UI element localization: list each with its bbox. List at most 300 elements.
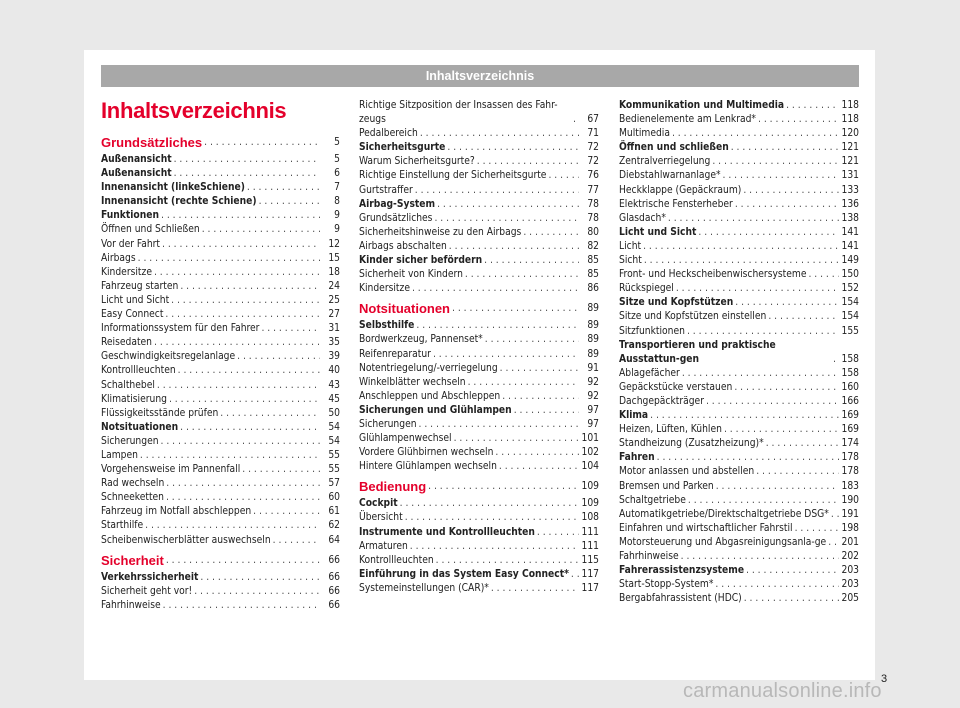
toc-leader-dots [491,582,579,596]
toc-entry-page: 54 [328,435,340,447]
toc-leader-dots [174,153,320,167]
toc-leader-dots [161,435,320,449]
toc-entry-label: Bergabfahrassistent (HDC) [619,593,742,605]
toc-entry-label: Gurtstraffer [359,184,413,196]
toc-entry-label: Front- und Heckscheibenwischersysteme [619,269,807,281]
toc-leader-dots [166,477,320,491]
toc-entry-label: Klima [619,410,649,422]
toc-entry-page: 12 [328,238,340,250]
toc-leader-dots [499,460,579,474]
toc-leader-dots [650,409,839,423]
toc-entry[interactable] [619,113,859,127]
toc-entry-page: 54 [328,421,340,433]
toc-leader-dots [166,491,320,505]
toc-entry-page: 89 [587,303,599,315]
toc-entry[interactable] [101,571,340,585]
toc-entry-label: Glasdach* [619,212,666,224]
toc-entry[interactable] [359,99,599,127]
toc-leader-dots [831,508,839,522]
toc-entry-page: 25 [328,294,340,306]
toc-leader-dots [416,319,579,333]
toc-entry[interactable] [101,223,340,237]
toc-entry[interactable] [619,578,859,592]
toc-entry-page: 66 [328,571,340,583]
toc-entry[interactable] [619,240,859,254]
toc-entry[interactable] [619,155,859,169]
toc-entry-label: Systemeinstellungen (CAR)* [359,582,489,594]
toc-entry-label: Informationssystem für den Fahrer [101,323,260,335]
toc-entry-page: 24 [328,280,340,292]
toc-entry-page: 67 [587,114,599,126]
toc-column-2 [359,99,599,596]
toc-entry[interactable] [619,465,859,479]
toc-entry-page: 205 [841,593,859,605]
toc-leader-dots [668,212,839,226]
toc-leader-dots [261,322,320,336]
toc-entry[interactable] [619,127,859,141]
toc-entry[interactable] [359,432,599,446]
toc-entry[interactable] [101,534,340,548]
toc-leader-dots [735,296,839,310]
toc-leader-dots [698,226,839,240]
toc-leader-dots [165,308,320,322]
toc-entry-page: 136 [841,198,859,210]
toc-leader-dots [514,404,579,418]
toc-entry[interactable] [359,376,599,390]
toc-entry-page: 92 [587,376,599,388]
toc-entry-label: Sicherheitsgurte [359,142,446,154]
toc-entry[interactable] [619,437,859,451]
toc-entry-page: 201 [841,536,859,548]
toc-leader-dots [571,568,579,582]
toc-entry[interactable] [619,296,859,310]
toc-entry[interactable] [359,497,599,511]
toc-entry[interactable] [101,393,340,407]
toc-leader-dots [573,113,579,127]
toc-entry[interactable] [101,238,340,252]
toc-entry-page: 66 [328,585,340,597]
toc-leader-dots [161,209,320,223]
toc-leader-dots [162,238,320,252]
toc-entry-page: 62 [328,520,340,532]
toc-entry-label: Schneeketten [101,492,164,504]
toc-entry-page: 80 [587,226,599,238]
toc-entry-label: Sicherungen [359,418,417,430]
toc-entry-page: 152 [841,283,859,295]
toc-entry[interactable] [619,536,859,550]
toc-entry[interactable] [359,268,599,282]
toc-leader-dots [247,181,320,195]
toc-entry[interactable] [359,460,599,474]
toc-entry-page: 71 [587,128,599,140]
toc-entry-label: Automatikgetriebe/Direktschaltgetriebe DSG* [619,508,829,520]
toc-entry-label: Standheizung (Zusatzheizung)* [619,438,764,450]
toc-leader-dots [138,252,320,266]
toc-leader-dots [724,423,839,437]
toc-entry[interactable] [359,226,599,240]
toc-entry-page: 104 [581,461,599,473]
toc-entry[interactable] [101,435,340,449]
toc-entry[interactable] [619,423,859,437]
toc-entry[interactable] [101,280,340,294]
toc-entry-page: 154 [841,311,859,323]
toc-entry[interactable] [101,308,340,322]
toc-entry[interactable] [101,491,340,505]
toc-leader-dots [688,494,839,508]
toc-entry-page: 121 [841,156,859,168]
toc-leader-dots [180,280,320,294]
toc-entry-label: Fahrhinweise [619,551,679,562]
toc-entry[interactable] [619,184,859,198]
toc-entry-label: Glühlampenwechsel [359,433,452,445]
toc-entry-page: 203 [841,579,859,591]
toc-entry-page: 115 [581,554,599,566]
toc-entry[interactable] [359,240,599,254]
toc-entry[interactable] [619,409,859,423]
toc-entry[interactable] [101,379,340,393]
toc-entry-page: 183 [841,480,859,492]
toc-entry-page: 166 [841,395,859,407]
toc-entry[interactable] [619,325,859,339]
toc-entry-label: Heckklappe (Gepäckraum) [619,184,742,196]
toc-leader-dots [716,480,839,494]
toc-entry[interactable] [359,333,599,347]
toc-entry-page: 89 [587,320,599,332]
toc-entry-label: Easy Connect [101,309,164,321]
toc-entry-label: Fahrzeug starten [101,280,179,292]
toc-entry[interactable] [101,167,340,181]
toc-leader-dots [405,511,579,525]
toc-entry-page: 138 [841,212,859,224]
toc-entry-label: Kindersitze [359,283,410,295]
toc-entry-page: 7 [334,182,340,194]
toc-entry-label: Schalthebel [101,379,155,391]
toc-entry[interactable] [359,212,599,226]
toc-entry-page: 169 [841,424,859,436]
toc-entry-page: 78 [587,212,599,224]
toc-entry-label: Lampen [101,449,138,461]
toc-leader-dots [428,477,579,497]
toc-leader-dots [477,155,579,169]
toc-entry-label: Notentriegelung/-verriegelung [359,362,498,374]
toc-leader-dots [712,155,839,169]
toc-entry-page: 191 [841,508,859,520]
toc-leader-dots [436,554,579,568]
toc-entry-label: Sicht [619,255,642,267]
toc-entry[interactable] [619,310,859,324]
toc-entry-page: 31 [328,323,340,335]
toc-entry-page: 198 [841,522,859,534]
toc-entry[interactable] [101,266,340,280]
toc-entry-page: 101 [581,433,599,445]
toc-entry-label: Reisedaten [101,337,152,349]
toc-entry-label: Elektrische Fensterheber [619,198,733,210]
toc-entry[interactable] [619,198,859,212]
toc-entry[interactable] [619,282,859,296]
toc-entry-label: Licht [619,240,642,252]
toc-leader-dots [200,571,320,585]
toc-entry[interactable] [619,212,859,226]
toc-entry[interactable] [619,339,859,367]
toc-leader-dots [140,449,320,463]
toc-leader-dots [180,421,320,435]
page-title: Inhaltsverzeichnis [101,98,287,123]
toc-entry-label: Funktionen [101,210,159,222]
toc-entry-page: 35 [328,337,340,349]
toc-leader-dots [163,599,320,613]
toc-entry[interactable] [101,421,340,435]
toc-leader-dots [735,198,839,212]
toc-entry[interactable] [359,254,599,268]
toc-entry-page: 66 [328,554,340,566]
toc-leader-dots [174,167,320,181]
toc-entry[interactable] [359,568,599,582]
toc-entry[interactable] [359,198,599,212]
toc-entry[interactable] [359,319,599,333]
toc-entry-label: Rad wechseln [101,478,165,490]
toc-entry-label: Cockpit [359,498,398,510]
toc-leader-dots [434,212,579,226]
toc-entry[interactable] [359,141,599,155]
toc-entry[interactable] [619,522,859,536]
toc-entry[interactable] [101,336,340,350]
toc-entry-page: 27 [328,309,340,321]
toc-entry-page: 60 [328,492,340,504]
toc-leader-dots [273,534,320,548]
toc-entry[interactable] [619,564,859,578]
toc-entry-label: Einfahren und wirtschaftlicher Fahrstil [619,522,793,534]
toc-leader-dots [415,184,579,198]
toc-entry[interactable] [359,540,599,554]
toc-entry[interactable] [619,494,859,508]
toc-entry-label: Starthilfe [101,520,144,532]
toc-entry[interactable] [101,195,340,209]
toc-entry-label: Verkehrssicherheit [101,571,199,583]
toc-entry-label: Airbags [101,252,136,264]
toc-entry[interactable] [101,322,340,336]
toc-entry[interactable] [359,582,599,596]
toc-entry[interactable] [619,381,859,395]
toc-section-heading[interactable] [359,299,599,319]
toc-entry-page: 5 [334,154,340,165]
toc-entry-page: 97 [587,418,599,430]
toc-entry-page: 117 [581,568,599,580]
toc-entry[interactable] [619,169,859,183]
toc-entry-label: Sicherheit geht vor! [101,585,193,597]
toc-entry-page: 55 [328,449,340,461]
toc-entry-label: Innenansicht (rechte Schiene) [101,196,257,208]
toc-leader-dots [194,585,320,599]
toc-section-heading[interactable] [101,133,340,153]
toc-entry[interactable] [619,268,859,282]
toc-section-heading[interactable] [101,551,340,571]
toc-entry[interactable] [359,184,599,198]
toc-entry[interactable] [359,282,599,296]
toc-entry-label: Heizen, Lüften, Kühlen [619,424,722,436]
toc-entry-page: 55 [328,464,340,476]
toc-entry-page: 91 [587,362,599,374]
toc-leader-dots [676,282,839,296]
toc-entry[interactable] [619,99,859,113]
toc-entry-page: 61 [328,506,340,518]
toc-entry-label: Ablagefächer [619,367,680,379]
toc-entry[interactable] [619,508,859,522]
toc-entry[interactable] [619,592,859,606]
toc-entry[interactable] [101,505,340,519]
toc-leader-dots [237,350,320,364]
toc-entry[interactable] [359,348,599,362]
toc-entry-label: Kommunikation und Multimedia [619,100,785,111]
toc-entry[interactable] [101,350,340,364]
toc-leader-dots [145,519,320,533]
page-number: 3 [881,673,888,685]
toc-leader-dots [643,240,839,254]
toc-entry-label: Multimedia [619,128,670,140]
toc-entry[interactable] [101,364,340,378]
toc-entry-page: 158 [841,367,859,379]
toc-entry-label: Grundsätzliches [101,135,203,150]
toc-entry-label: Kontrollleuchten [101,365,176,377]
toc-entry[interactable] [359,526,599,540]
toc-entry-label: Selbsthilfe [359,320,415,332]
toc-entry-page: 9 [334,210,340,222]
toc-entry-page: 108 [581,512,599,524]
toc-entry[interactable] [359,390,599,404]
toc-entry-label: Reifenreparatur [359,348,431,360]
toc-entry[interactable] [359,362,599,376]
toc-leader-dots [400,497,579,511]
toc-entry-label: Einführung in das System Easy Connect* [359,568,569,580]
toc-entry-page: 43 [328,379,340,391]
toc-leader-dots [731,141,839,155]
toc-entry-page: 158 [841,353,859,365]
toc-entry-label: Motor anlassen und abstellen [619,466,755,478]
toc-entry-label: Kindersitze [101,266,152,278]
toc-entry[interactable] [101,294,340,308]
toc-leader-dots [657,451,839,465]
toc-entry-page: 9 [334,224,340,236]
toc-entry-page: 89 [587,348,599,360]
toc-entry[interactable] [101,449,340,463]
toc-entry-label: Vorgehensweise im Pannenfall [101,464,241,476]
toc-entry[interactable] [619,480,859,494]
toc-entry-label: Notsituationen [359,301,450,317]
toc-entry[interactable] [619,395,859,409]
toc-leader-dots [169,393,320,407]
toc-entry[interactable] [619,141,859,155]
toc-entry[interactable] [359,446,599,460]
toc-leader-dots [433,348,579,362]
toc-entry-page: 76 [587,170,599,182]
toc-leader-dots [204,133,320,153]
toc-entry[interactable] [101,519,340,533]
toc-leader-dots [468,376,579,390]
toc-entry[interactable] [101,181,340,195]
toc-leader-dots [548,169,579,183]
toc-entry[interactable] [619,254,859,268]
toc-entry-label: Flüssigkeitsstände prüfen [101,407,219,419]
toc-entry[interactable] [359,127,599,141]
toc-leader-dots [681,550,839,564]
toc-entry[interactable] [619,226,859,240]
toc-entry[interactable] [101,252,340,266]
toc-entry[interactable] [619,550,859,564]
toc-entry-page: 190 [841,494,859,506]
toc-entry-page: 6 [334,168,340,180]
toc-entry[interactable] [101,585,340,599]
toc-leader-dots [154,336,320,350]
toc-entry[interactable] [359,169,599,183]
toc-entry-page: 178 [841,452,859,464]
toc-entry-page: 97 [587,404,599,416]
toc-entry[interactable] [619,367,859,381]
toc-entry-label: Dachgepäckträger [619,395,704,407]
toc-leader-dots [743,184,839,198]
toc-entry-page: 111 [581,540,599,552]
toc-entry-label: Start-Stopp-System* [619,579,714,591]
toc-entry-page: 85 [587,255,599,267]
toc-entry-page: 50 [328,407,340,419]
toc-leader-dots [758,113,839,127]
toc-entry[interactable] [101,209,340,223]
toc-entry-page: 174 [841,438,859,450]
toc-leader-dots [242,463,320,477]
toc-entry-label: Richtige Sitzposition der Insassen des Fahr-zeugs [359,100,558,126]
toc-leader-dots [715,578,839,592]
toc-entry-page: 121 [841,142,859,154]
toc-leader-dots [756,465,839,479]
toc-entry-label: Notsituationen [101,421,179,433]
toc-entry[interactable] [101,599,340,613]
toc-entry[interactable] [359,404,599,418]
toc-entry[interactable] [101,153,340,167]
toc-entry-page: 45 [328,393,340,405]
toc-entry-label: Pedalbereich [359,128,418,140]
toc-leader-dots [454,432,579,446]
toc-entry-page: 169 [841,410,859,422]
toc-entry-page: 40 [328,365,340,377]
toc-entry[interactable] [359,418,599,432]
toc-entry-label: Diebstahlwarnanlage* [619,170,721,182]
toc-entry[interactable] [101,407,340,421]
toc-entry-label: Sicherheitshinweise zu den Airbags [359,226,522,238]
toc-entry[interactable] [359,511,599,525]
toc-leader-dots [220,407,320,421]
toc-column-1 [101,133,340,613]
toc-entry[interactable] [359,155,599,169]
toc-entry-page: 77 [587,184,599,196]
toc-entry-label: Bremsen und Parken [619,480,714,492]
toc-leader-dots [768,310,839,324]
toc-leader-dots [484,254,579,268]
toc-entry-page: 118 [841,114,859,126]
toc-entry-page: 89 [587,334,599,346]
toc-entry[interactable] [359,554,599,568]
toc-leader-dots [672,127,839,141]
toc-entry[interactable] [619,451,859,465]
toc-entry[interactable] [101,463,340,477]
toc-entry-page: 120 [841,128,859,140]
toc-entry-page: 102 [581,447,599,459]
toc-leader-dots [523,226,579,240]
toc-leader-dots [178,364,320,378]
toc-section-heading[interactable] [359,477,599,497]
toc-leader-dots [166,551,320,571]
toc-leader-dots [734,381,839,395]
running-header: Inhaltsverzeichnis [101,65,859,87]
toc-entry[interactable] [101,477,340,491]
toc-entry-label: Bedienelemente am Lenkrad* [619,114,757,126]
